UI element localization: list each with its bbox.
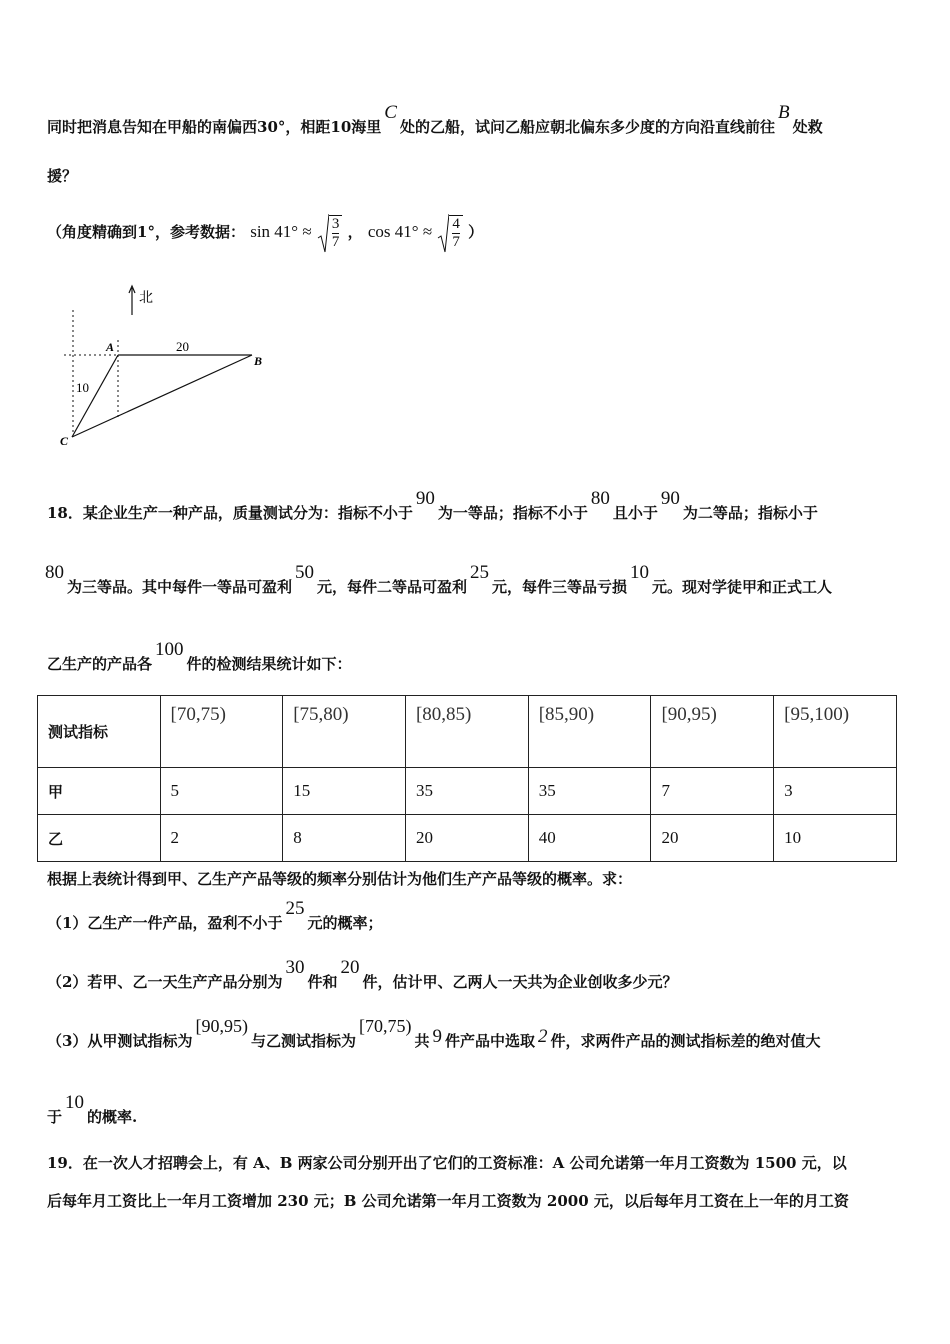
table-header-row	[38, 696, 897, 768]
text: ，参考数据：	[154, 223, 245, 241]
length-ab: 20	[176, 339, 189, 354]
denominator: 7	[452, 234, 460, 250]
p19-line-2	[47, 1190, 910, 1211]
table-header-cell	[774, 696, 897, 768]
var-b: B	[778, 102, 790, 123]
table-header-label: 测试指标	[38, 696, 161, 768]
table-header-cell	[651, 696, 774, 768]
text: 19．在一次人才招聘会上，有 A、B 两家公司分别开出了它们的工资标准：A 公司允诺第一年月工资数为 1500 元，以	[47, 1154, 847, 1172]
table-cell: 3	[774, 768, 897, 815]
text: 元，每件三等品亏损	[492, 578, 628, 596]
text: 且小于	[612, 504, 658, 522]
cos-text: cos 41° ≈	[367, 222, 433, 241]
number: 25	[470, 562, 490, 583]
table-cell: 10	[774, 815, 897, 862]
text: （2）若甲、乙一天生产产品分别为	[47, 973, 283, 991]
table-header-cell	[528, 696, 651, 768]
text: 件和	[307, 973, 338, 991]
text: ）	[468, 223, 484, 241]
text: 件产品中选取	[444, 1032, 535, 1050]
table-header-cell	[160, 696, 283, 768]
interval-text: [85,90)	[538, 704, 595, 725]
text: （角度精确到	[47, 223, 138, 241]
text: 18．某企业生产一种产品，质量测试分为：指标不小于	[47, 504, 413, 522]
table-cell: 35	[528, 768, 651, 815]
number: 50	[295, 562, 315, 583]
interval-text: [90,95)	[661, 704, 717, 725]
table-cell: 40	[528, 815, 651, 862]
number: 30	[285, 957, 305, 978]
text: 处救	[792, 118, 823, 136]
row-label: 甲	[38, 768, 161, 815]
number: 2	[538, 1026, 548, 1047]
table-cell: 35	[405, 768, 528, 815]
table-header-cell	[283, 696, 406, 768]
question-2	[47, 957, 910, 993]
text: 为一等品；指标不小于	[437, 504, 588, 522]
table-cell: 20	[405, 815, 528, 862]
table-header-cell	[405, 696, 528, 768]
sin-text: sin 41° ≈	[250, 222, 312, 241]
label-a: A	[106, 340, 115, 354]
text: （3）从甲测试指标为	[47, 1032, 193, 1050]
number: 90	[415, 488, 435, 509]
interval-text: [70,75)	[170, 704, 226, 725]
number: 10	[630, 562, 650, 583]
p18-line-3	[47, 639, 910, 675]
number: 80	[590, 488, 610, 509]
numerator: 4	[452, 216, 460, 232]
text: 同时把消息告知在甲船的南偏西	[47, 118, 258, 136]
segment-ac	[72, 355, 118, 437]
text: 援？	[47, 167, 78, 185]
table-row	[38, 768, 897, 815]
numerator: 3	[331, 216, 340, 232]
p17-reference	[47, 212, 910, 254]
questions-intro	[47, 868, 910, 889]
label-b: B	[254, 354, 263, 368]
p17-line-2	[47, 165, 910, 186]
geometry-diagram	[50, 280, 280, 455]
text: ，	[347, 223, 363, 241]
text: （1）乙生产一件产品，盈利不小于	[47, 914, 283, 932]
denominator: 7	[331, 234, 340, 250]
interval-text: [95,100)	[784, 704, 850, 725]
p18-line-2	[45, 562, 910, 598]
p19-line-1	[47, 1152, 910, 1173]
table-cell: 8	[283, 815, 406, 862]
p17-line-1	[47, 102, 910, 138]
number: 100	[155, 639, 184, 660]
text: ，相距	[285, 118, 331, 136]
text: 元。现对学徒甲和正式工人	[652, 578, 833, 596]
row-label: 乙	[38, 815, 161, 862]
number: 10	[65, 1092, 85, 1113]
text: 乙生产的产品各	[47, 655, 153, 673]
text: 为三等品。其中每件一等品可盈利	[67, 578, 293, 596]
question-3	[47, 1016, 910, 1052]
table-cell: 20	[651, 815, 774, 862]
segment-cb	[72, 355, 252, 437]
text: 1°	[137, 223, 155, 241]
north-label: 北	[139, 290, 153, 306]
table-cell: 5	[160, 768, 283, 815]
interval: [90,95)	[195, 1016, 248, 1036]
interval-text: [75,80)	[293, 704, 349, 725]
table-row	[38, 815, 897, 862]
text: 件，求两件产品的测试指标差的绝对值大	[550, 1032, 821, 1050]
length-ac: 10	[76, 380, 89, 395]
fraction-cos	[449, 215, 463, 251]
fraction-sin	[329, 215, 343, 251]
text: 根据上表统计得到甲、乙生产产品等级的频率分别估计为他们生产产品等级的概率。求：	[47, 870, 633, 888]
text: 海里	[351, 118, 382, 136]
table-cell: 15	[283, 768, 406, 815]
sqrt-icon	[437, 212, 449, 254]
text: 于	[47, 1108, 63, 1126]
text: 件，估计甲、乙两人一天共为企业创收多少元？	[362, 973, 678, 991]
text: 与乙测试指标为	[250, 1032, 356, 1050]
interval: [70,75)	[358, 1016, 412, 1036]
question-1	[47, 898, 910, 934]
number: 80	[45, 562, 64, 583]
table-cell: 7	[651, 768, 774, 815]
question-3-cont	[47, 1092, 910, 1128]
number: 9	[432, 1026, 442, 1047]
text: 件的检测结果统计如下：	[186, 655, 352, 673]
text: 后每年月工资比上一年月工资增加 230 元；B 公司允诺第一年月工资数为 2000 元，以后每年月工资在上一年的月工资	[47, 1192, 849, 1210]
text: 元的概率；	[307, 914, 383, 932]
number: 20	[340, 957, 360, 978]
text: 为二等品；指标小于	[682, 504, 818, 522]
text: 的概率.	[87, 1108, 138, 1126]
number: 25	[285, 898, 305, 919]
number: 90	[660, 488, 680, 509]
text: 处的乙船，试问乙船应朝北偏东多少度的方向沿直线前往	[399, 118, 775, 136]
text: 元，每件二等品可盈利	[317, 578, 468, 596]
data-table	[37, 695, 897, 862]
sqrt-icon	[317, 212, 329, 254]
var-c: C	[384, 102, 397, 123]
label-c: C	[60, 434, 69, 448]
table-cell: 2	[160, 815, 283, 862]
p18-line-1	[47, 488, 910, 524]
text: 共	[414, 1032, 430, 1050]
text: 30°	[257, 118, 286, 136]
text: 10	[330, 118, 352, 136]
interval-text: [80,85)	[415, 704, 472, 725]
